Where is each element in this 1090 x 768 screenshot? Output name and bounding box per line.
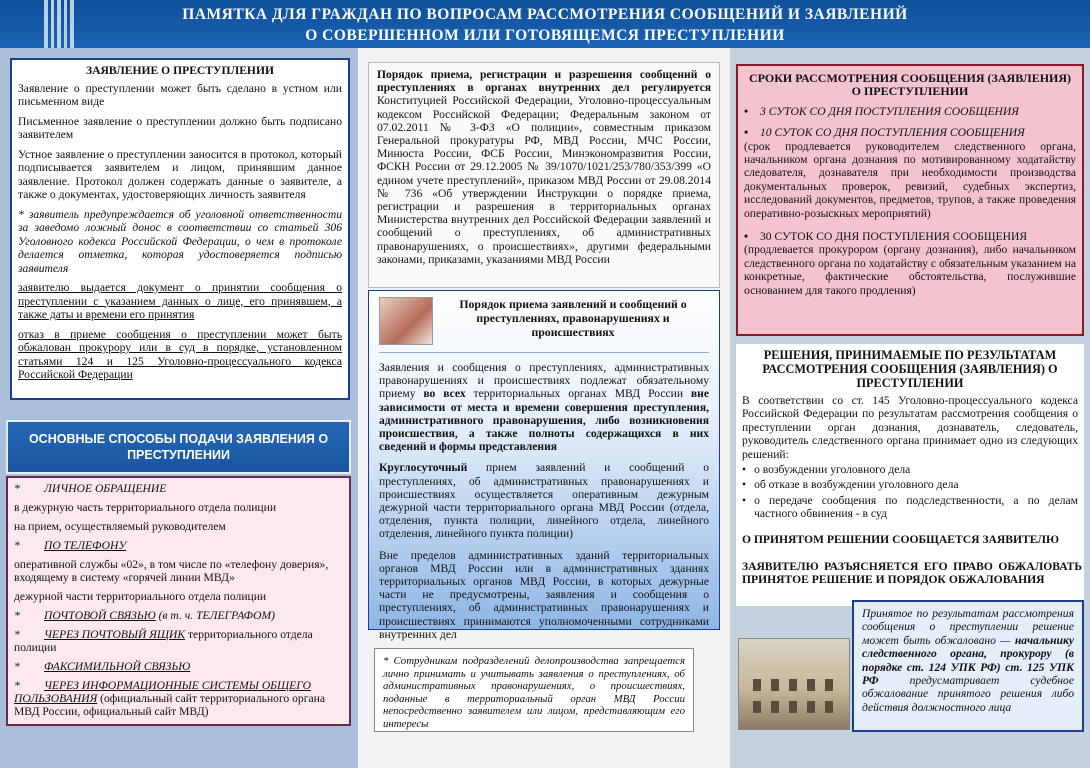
- term-30-days: 30 СУТОК СО ДНЯ ПОСТУПЛЕНИЯ СООБЩЕНИЯ: [760, 230, 1028, 244]
- procedure-box: [368, 62, 720, 288]
- procedure-bold: Порядок приема, регистрации и разрешения сообщений о преступлениях в органах внутренних дел регулируется: [377, 68, 711, 95]
- term-3-days: 3 СУТОК СО ДНЯ ПОСТУПЛЕНИЯ СООБЩЕНИЯ: [760, 104, 1019, 118]
- methods-title: ОСНОВНЫЕ СПОСОБЫ ПОДАЧИ ЗАЯВЛЕНИЯ О ПРЕСТУПЛЕНИИ: [28, 432, 329, 462]
- decisions-title: РЕШЕНИЯ, ПРИНИМАЕМЫЕ ПО РЕЗУЛЬТАТАМ РАССМОТРЕНИЯ СООБЩЕНИЯ (ЗАЯВЛЕНИЯ) О ПРЕСТУПЛЕНИИ: [762, 348, 1058, 390]
- methods-box: [6, 476, 351, 726]
- term-10-days-text: (срок продлевается руководителем следственного органа, начальником органа дознания по мотивированному ходатайству следователя, дознавателя при необходимости производства документальных проверок, ревизий, судебных экспертиз, исследований документов, предметов, трупов, а также проведения оперативно-розыскных мероприятий): [744, 139, 1076, 220]
- bullet-dot: •: [742, 463, 747, 477]
- method-fax: ФАКСИМИЛЬНОЙ СВЯЗЬЮ: [44, 660, 191, 673]
- bullet-dot: •: [744, 230, 749, 244]
- header-title-line1: ПАМЯТКА ДЛЯ ГРАЖДАН ПО ВОПРОСАМ РАССМОТРЕНИЯ СООБЩЕНИЙ И ЗАЯВЛЕНИЙ: [182, 6, 908, 23]
- staff-note-text: * Сотрудникам подразделений делопроизводства запрещается лично принимать и учитывать заявления о преступлениях, об административных правонарушениях, о происшествиях, поданные в территориальный орган МВД России непосредственно заявителем или лицом, представляющим его интересы: [383, 655, 685, 730]
- reception-p2-a: Круглосуточный: [379, 461, 468, 475]
- bullet-star: *: [14, 660, 20, 673]
- reception-p1: [379, 361, 709, 453]
- header-stripes-decoration: [44, 0, 74, 48]
- decision-refuse: об отказе в возбуждении уголовного дела: [754, 478, 959, 492]
- statement-warning: * заявитель предупреждается об уголовной ответственности за заведомо ложный донос в соответствии со статьей 306 Уголовного кодекса Российской Федерации, о чем в протоколе делается отметка, которая удостоверяется подписью заявителя: [18, 207, 342, 275]
- reception-p1-a: Заявления и сообщения о преступлениях, административных правонарушениях и происшествиях подлежат обязательному приему: [379, 361, 709, 401]
- reception-p3: Вне пределов административных зданий территориальных органов МВД России или в административных зданиях территориальных органов МВД России, в которых дежурные части не предусмотрены, заявления и сообщения о преступлениях, об административных правонарушениях и происшествиях принимаются уполномоченными сотрудниками внутренних дел: [379, 548, 709, 641]
- bullet-dot: •: [742, 493, 747, 507]
- reception-p2-b: прием заявлений и сообщений о преступлениях, об административных правонарушениях и происшествиях осуществляется оперативным дежурным дежурной части территориального органа МВД России (отдела, отделения, пункта полиции, линейного отдела, линейного отделения, линейного пункта полиции): [379, 461, 709, 541]
- term-10-days: 10 СУТОК СО ДНЯ ПОСТУПЛЕНИЯ СООБЩЕНИЯ: [760, 126, 1025, 140]
- reception-title: Порядок приема заявлений и сообщений о преступлениях, правонарушениях и происшествиях: [459, 297, 687, 339]
- reception-p2: [379, 461, 709, 540]
- method-personal-text2: на прием, осуществляемый руководителем: [14, 520, 226, 533]
- decision-explain: ЗАЯВИТЕЛЮ РАЗЪЯСНЯЕТСЯ ЕГО ПРАВО ОБЖАЛОВАТЬ ПРИНЯТОЕ РЕШЕНИЕ И ПОРЯДОК ОБЖАЛОВАНИЯ: [742, 560, 1082, 587]
- bullet-star: *: [14, 539, 20, 552]
- reception-p1-b: во всех: [423, 387, 466, 401]
- statement-refusal: отказ в приеме сообщения о преступлении может быть обжалован прокурору или в суд в порядке, установленном статьями 124 и 125 Уголовно-процессуального кодекса Российской Федерации: [18, 327, 342, 381]
- appeal-b: начальнику следственного органа, прокурору (в порядке ст. 124 УПК РФ): [862, 633, 1074, 674]
- bullet-star: *: [14, 628, 20, 641]
- decisions-box: [736, 344, 1084, 606]
- decision-initiate: о возбуждении уголовного дела: [754, 463, 911, 477]
- decision-notify: О ПРИНЯТОМ РЕШЕНИИ СООБЩАЕТСЯ ЗАЯВИТЕЛЮ: [742, 532, 1060, 546]
- decision-transfer: о передаче сообщения по подследственности, а по делам частного обвинения - в суд: [754, 493, 1078, 521]
- appeal-a: Принятое по результатам рассмотрения сообщения о преступлении решение может быть обжаловано —: [862, 607, 1074, 647]
- method-online: ЧЕРЕЗ ИНФОРМАЦИОННЫЕ СИСТЕМЫ ОБЩЕГО ПОЛЬЗОВАНИЯ: [14, 679, 312, 705]
- header-title-line2: О СОВЕРШЕННОМ ИЛИ ГОТОВЯЩЕМСЯ ПРЕСТУПЛЕНИИ: [305, 27, 785, 44]
- bullet-dot: •: [742, 478, 747, 492]
- term-30-days-text: (продлевается прокурором (органу дознания), либо начальником следственного органа по ходатайству с обязательным указанием на конкретные, фактические обстоятельства, послужившие основанием для такого продления): [744, 243, 1076, 297]
- bullet-dot: •: [744, 104, 749, 118]
- terms-title: СРОКИ РАССМОТРЕНИЯ СООБЩЕНИЯ (ЗАЯВЛЕНИЯ) О ПРЕСТУПЛЕНИИ: [748, 71, 1072, 99]
- terms-box: [736, 64, 1084, 336]
- statement-p3: Устное заявление о преступлении заносится в протокол, который подписывается заявителем и лицом, принявшим данное заявление. Протокол должен содержать данные о заявителе, а также о документах, удостоверяющих личность заявителя: [18, 147, 342, 201]
- method-personal: ЛИЧНОЕ ОБРАЩЕНИЕ: [44, 482, 167, 495]
- bullet-star: *: [14, 609, 20, 622]
- method-mailbox: ЧЕРЕЗ ПОЧТОВЫЙ ЯЩИК: [44, 628, 186, 641]
- method-personal-text1: в дежурную часть территориального отдела полиции: [14, 501, 277, 514]
- reception-box: [368, 290, 720, 641]
- building-image: [738, 638, 850, 730]
- bullet-dot: •: [744, 126, 749, 140]
- bullet-star: *: [14, 482, 20, 495]
- method-mail-tail: (в т. ч. ТЕЛЕГРАФОМ): [158, 609, 276, 622]
- method-phone: ПО ТЕЛЕФОНУ: [44, 539, 127, 552]
- method-mailbox-tail: территориального отдела полиции: [14, 628, 313, 654]
- statement-box: [10, 58, 350, 400]
- statement-title: ЗАЯВЛЕНИЕ О ПРЕСТУПЛЕНИИ: [85, 64, 274, 77]
- decisions-intro: В соответствии со ст. 145 Уголовно-процессуального кодекса Российской Федерации по результатам рассмотрения сообщения о преступлении орган дознания, дознаватель, следователь, руководитель следственного органа принимает одно из следующих решений:: [742, 394, 1078, 461]
- statement-p1: Заявление о преступлении может быть сделано в устном или письменном виде: [18, 81, 342, 108]
- statement-document: заявителю выдается документ о принятии сообщения о преступлении с указанием данных о лице, его принявшем, а также даты и времени его принятия: [18, 281, 342, 321]
- statement-p2: Письменное заявление о преступлении должно быть подписано заявителем: [18, 114, 342, 141]
- appeal-d: предусматривает судебное обжалование принятого решения либо действия должностного лица: [862, 674, 1074, 714]
- poster-header: [0, 0, 1090, 48]
- method-phone-text2: дежурной части территориального отдела полиции: [14, 590, 267, 603]
- reception-p1-c: территориальных органах МВД России: [473, 387, 684, 401]
- method-phone-text1: оперативной службы «02», в том числе по «телефону доверия», входящему в систему «горячей линии МВД»: [14, 558, 329, 584]
- reception-p1-d: вне зависимости от места и времени совершения преступления, административного правонарушения, либо возникновения происшествия, а также полноты содержащихся в них сведений и формы представления: [379, 387, 709, 454]
- method-online-tail: (официальный сайт территориального органа МВД России, официальный сайт МВД): [14, 692, 325, 718]
- procedure-text: Конституцией Российской Федерации, Уголовно-процессуальным кодексом Российской Федерации; Федеральным законом от 07.02.2011 № 3-ФЗ «О полиции», совместным приказом Генеральной прокуратуры РФ, МВД России, МЧС России, Минюста России, ФСБ России, Минэкономразвития России, ФСКН России от 29.12.2005 № 39/1070/1021/253/780/353/399 «О едином учете преступлений», приказом МВД России от 29.08.2014 № 736 «Об утверждении Инструкции о порядке приема, регистрации и разрешения в территориальных органах Министерства внутренних дел Российской Федерации заявлений и сообщений о преступлениях, об административных правонарушениях, о происшествиях», другими федеральными законами, приказами, указаниями МВД России: [377, 94, 711, 266]
- bullet-star: *: [14, 679, 20, 692]
- appeal-c: ст. 125 УПК РФ: [862, 660, 1074, 688]
- appeal-box: [852, 600, 1084, 732]
- method-mail: ПОЧТОВОЙ СВЯЗЬЮ: [44, 609, 156, 622]
- staff-note-box: [374, 648, 694, 732]
- methods-title-bar: [6, 420, 351, 474]
- hand-writing-image: [379, 297, 433, 345]
